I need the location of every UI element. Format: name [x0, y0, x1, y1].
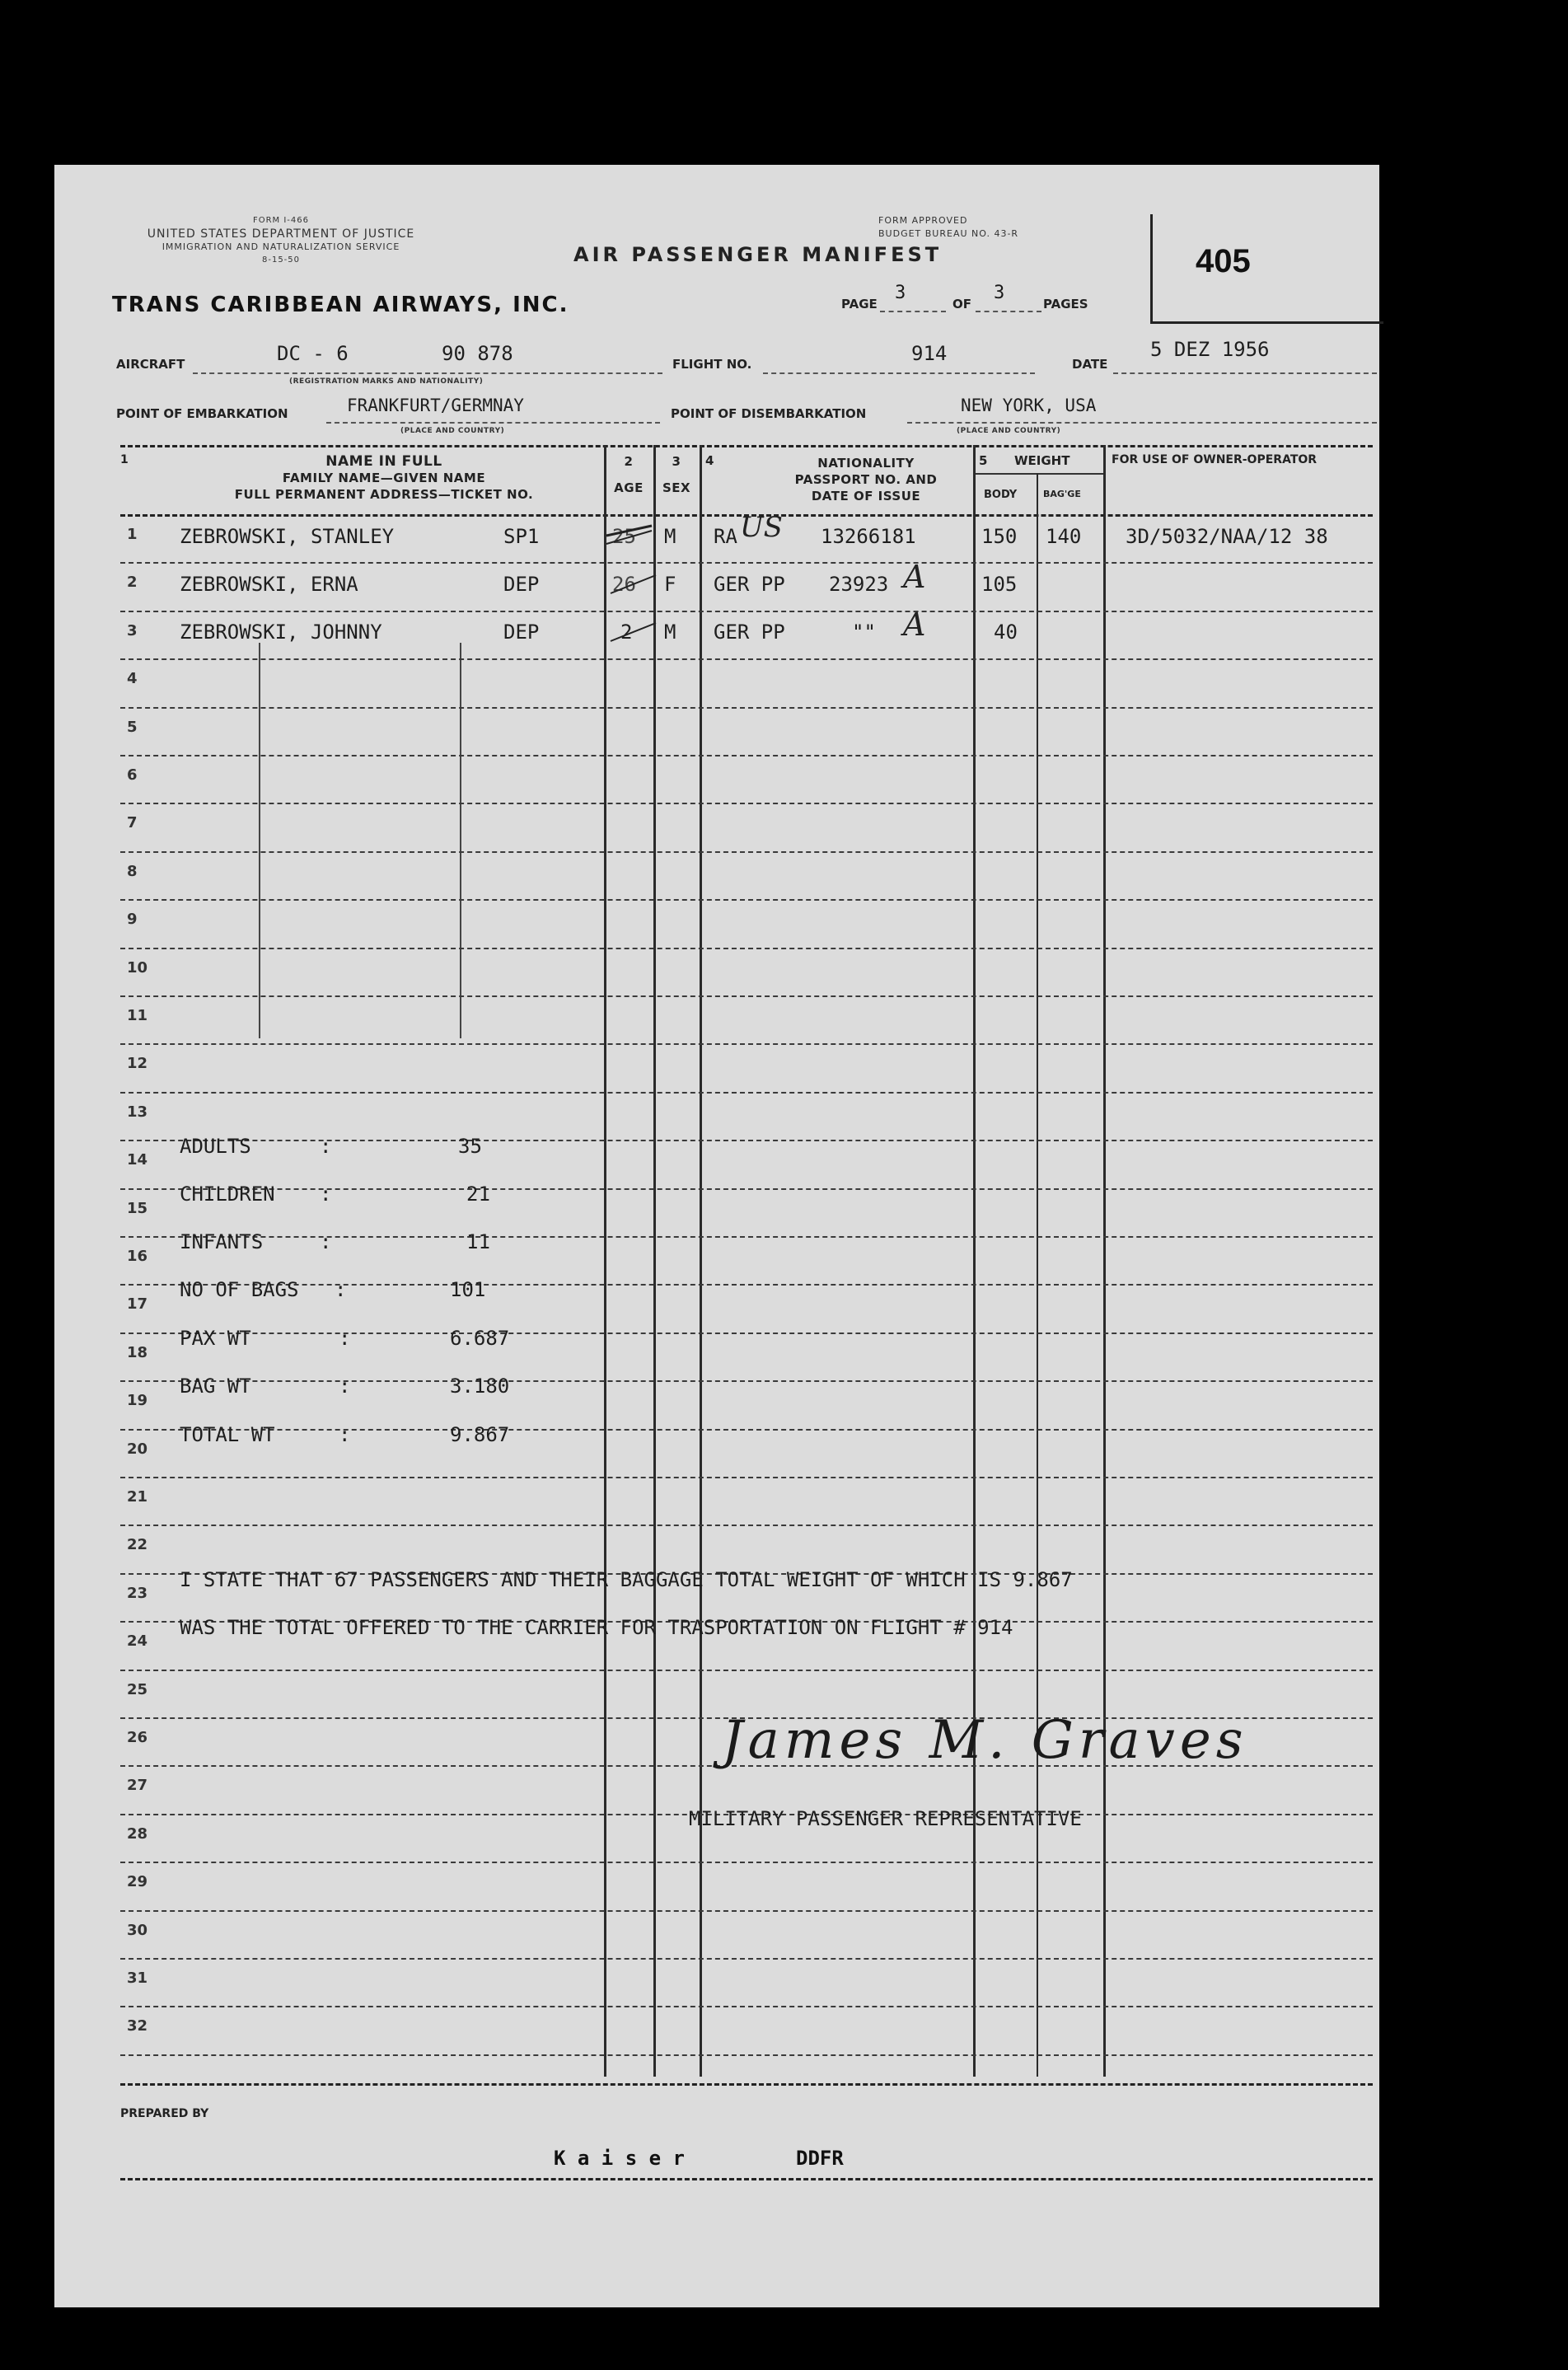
approval-block	[878, 214, 1018, 241]
pax1-passport: 13266181	[821, 525, 916, 548]
pax3-handwritten-mark: A	[903, 607, 926, 643]
place-caption-1: (PLACE AND COUNTRY)	[400, 427, 505, 435]
pax3-age: 2	[620, 621, 633, 644]
row-rule	[120, 1670, 1373, 1671]
of-number: 3	[994, 283, 1005, 303]
total-pax-wt-value: 6.687	[450, 1327, 510, 1350]
row-number: 26	[127, 1729, 148, 1746]
total-pax-wt-sep: :	[339, 1327, 351, 1350]
row-rule	[120, 1188, 1373, 1190]
flight-label: FLIGHT NO.	[672, 357, 752, 372]
pax1-nationality-handwritten: US	[740, 511, 783, 544]
total-children-sep: :	[320, 1183, 332, 1206]
department: UNITED STATES DEPARTMENT OF JUSTICE	[147, 227, 415, 241]
embarkation-line	[326, 422, 660, 424]
pax1-age: 25	[612, 525, 636, 548]
table-top-rule	[120, 445, 1373, 447]
budget-bureau: BUDGET BUREAU NO. 43-R	[878, 228, 1019, 239]
pax1-sex: M	[664, 525, 676, 548]
row-number: 22	[127, 1536, 148, 1554]
pax2-status: DEP	[503, 573, 540, 596]
col5-number: 5	[979, 453, 988, 468]
row-number: 9	[127, 911, 138, 929]
flight-line	[763, 372, 1035, 374]
col-rule-sex	[653, 445, 656, 2077]
manifest-sheet	[54, 165, 1379, 2307]
row-number: 23	[127, 1584, 148, 1602]
row-number: 28	[127, 1824, 148, 1843]
row-rule	[120, 1477, 1373, 1478]
col1-line1: NAME IN FULL	[325, 453, 442, 470]
row-number: 20	[127, 1440, 148, 1458]
row-number: 11	[127, 1007, 148, 1024]
date-label: DATE	[1072, 357, 1108, 372]
col4-line2: PASSPORT NO. AND	[794, 472, 938, 487]
prepared-by-label: PREPARED BY	[120, 2107, 209, 2120]
col3-label: SEX	[662, 480, 691, 495]
pax3-name: ZEBROWSKI, JOHNNY	[180, 621, 382, 644]
row-number: 17	[127, 1295, 148, 1314]
pax3-passport: ""	[852, 621, 876, 644]
total-infants-sep: :	[320, 1230, 332, 1253]
total-bags-sep: :	[335, 1278, 347, 1301]
total-bag-wt-sep: :	[339, 1375, 351, 1398]
stamp-number: 405	[1196, 243, 1251, 279]
flight-date: 5 DEZ 1956	[1150, 338, 1270, 361]
total-adults-value: 35	[458, 1135, 482, 1158]
pax1-name: ZEBROWSKI, STANLEY	[180, 525, 395, 548]
row-rule	[120, 1140, 1373, 1141]
age-strike-marks	[549, 519, 697, 651]
row-rule	[120, 995, 1373, 997]
row-number: 27	[127, 1777, 148, 1795]
total-wt-label: TOTAL WT	[180, 1423, 275, 1446]
total-adults-sep: :	[320, 1135, 332, 1158]
row-rule	[120, 755, 1373, 756]
pax1-bag-weight: 140	[1046, 525, 1082, 548]
row-rule	[120, 1333, 1373, 1334]
row-number: 21	[127, 1488, 148, 1506]
pax1-owner-use: 3D/5032/NAA/12 38	[1126, 525, 1328, 548]
row-number: 25	[127, 1680, 148, 1698]
manifest-title: AIR PASSENGER MANIFEST	[573, 243, 943, 266]
row-number: 5	[127, 718, 138, 736]
row-number: 4	[127, 670, 138, 688]
row-rule	[120, 707, 1373, 709]
row-number: 19	[127, 1392, 148, 1410]
col4-line1: NATIONALITY	[817, 456, 915, 471]
pages-label: PAGES	[1043, 297, 1088, 311]
total-bags-value: 101	[450, 1278, 486, 1301]
pax2-name: ZEBROWSKI, ERNA	[180, 573, 358, 596]
total-adults-label: ADULTS	[180, 1135, 251, 1158]
prepared-by-rule	[120, 2178, 1373, 2180]
total-bag-wt-label: BAG WT	[180, 1375, 251, 1398]
of-label: OF	[953, 297, 971, 311]
col6-label: FOR USE OF OWNER-OPERATOR	[1112, 453, 1318, 466]
aircraft-type: DC - 6	[277, 342, 349, 365]
representative-title: MILITARY PASSENGER REPRESENTATIVE	[689, 1807, 1082, 1830]
col1-number: 1	[120, 453, 129, 466]
total-bags-label: NO OF BAGS	[180, 1278, 299, 1301]
row-rule	[120, 1284, 1373, 1286]
row-rule	[120, 2054, 1373, 2056]
stamp-box	[1150, 214, 1383, 324]
row-number: 12	[127, 1055, 148, 1073]
total-pax-wt-label: PAX WT	[180, 1327, 251, 1350]
row-rule	[120, 1910, 1373, 1912]
col-rule-bag	[1037, 473, 1038, 2077]
pax2-sex: F	[664, 573, 676, 596]
total-wt-value: 9.867	[450, 1423, 510, 1446]
embarkation-label: POINT OF EMBARKATION	[116, 406, 288, 421]
col4-line3: DATE OF ISSUE	[811, 489, 921, 504]
col-rule-owner	[1103, 445, 1106, 2077]
row-number: 6	[127, 766, 138, 784]
row-number: 1	[127, 526, 138, 543]
total-infants-value: 11	[466, 1230, 490, 1253]
row-number: 32	[127, 2017, 148, 2035]
row-rule	[120, 1958, 1373, 1960]
row-number: 8	[127, 862, 138, 880]
row-number: 14	[127, 1151, 148, 1169]
row-number: 7	[127, 814, 138, 832]
row-rule	[120, 1862, 1373, 1863]
pax3-status: DEP	[503, 621, 540, 644]
col1-line3: FULL PERMANENT ADDRESS—TICKET NO.	[234, 487, 534, 502]
row-rule	[120, 1525, 1373, 1526]
row-number: 2	[127, 574, 138, 592]
place-caption-2: (PLACE AND COUNTRY)	[957, 427, 1061, 435]
row-rule	[120, 899, 1373, 901]
statement-line-2: WAS THE TOTAL OFFERED TO THE CARRIER FOR TRASPORTATION ON FLIGHT # 914	[180, 1616, 1013, 1639]
col3-number: 3	[672, 454, 681, 469]
row-rule	[120, 611, 1373, 612]
date-line	[1113, 372, 1377, 374]
disembarkation-line	[907, 422, 1377, 424]
statement-line-1: I STATE THAT 67 PASSENGERS AND THEIR BAGGAGE TOTAL WEIGHT OF WHICH IS 9.867	[180, 1568, 1073, 1591]
col-rule-age	[604, 445, 606, 2077]
total-bag-wt-value: 3.180	[450, 1375, 510, 1398]
table-bottom-rule	[120, 2083, 1373, 2086]
col5-label: WEIGHT	[1014, 453, 1070, 468]
row-rule	[120, 1043, 1373, 1045]
col2-header	[604, 453, 653, 496]
row-number: 29	[127, 1873, 148, 1891]
pax2-handwritten-mark: A	[903, 559, 926, 595]
col2-number: 2	[624, 454, 634, 469]
row-rule	[120, 2006, 1373, 2007]
form-date: 8-15-50	[261, 255, 301, 265]
page-line	[880, 311, 946, 312]
row-number: 18	[127, 1343, 148, 1361]
row-rule	[120, 1092, 1373, 1094]
row-number: 15	[127, 1199, 148, 1217]
airline-name: TRANS CARIBBEAN AIRWAYS, INC.	[112, 293, 569, 317]
row-rule	[120, 803, 1373, 804]
row-rule	[120, 1429, 1373, 1431]
row-rule	[120, 851, 1373, 853]
row-number: 3	[127, 621, 138, 639]
total-children-label: CHILDREN	[180, 1183, 275, 1206]
total-infants-label: INFANTS	[180, 1230, 264, 1253]
flight-number: 914	[911, 342, 948, 365]
col4-number: 4	[705, 453, 714, 468]
row-number: 13	[127, 1103, 148, 1121]
page-number: 3	[895, 283, 906, 303]
form-number: FORM I-466	[252, 216, 310, 225]
total-wt-sep: :	[339, 1423, 351, 1446]
pax2-nationality: GER PP	[714, 573, 785, 596]
pax2-age: 26	[612, 573, 636, 596]
pax2-body-weight: 105	[981, 573, 1018, 596]
col-rule-body	[973, 445, 976, 2077]
service: IMMIGRATION AND NATURALIZATION SERVICE	[161, 241, 400, 252]
total-children-value: 21	[466, 1183, 490, 1206]
col5a-label: BODY	[984, 489, 1018, 501]
aircraft-label: AIRCRAFT	[116, 357, 185, 372]
name-rule-right	[460, 643, 461, 1038]
prepared-by-org: DDFR	[796, 2147, 844, 2170]
aircraft-line	[193, 372, 662, 374]
row-number: 30	[127, 1921, 148, 1939]
row-rule	[120, 562, 1373, 564]
weight-divider	[975, 473, 1103, 475]
name-rule-left	[259, 643, 260, 1038]
row-rule	[120, 658, 1373, 660]
row-rule	[120, 1236, 1373, 1238]
pax1-status: SP1	[503, 525, 540, 548]
form-header-block	[104, 214, 458, 267]
col2-label: AGE	[614, 480, 644, 495]
row-rule	[120, 948, 1373, 949]
row-number: 31	[127, 1970, 148, 1987]
row-rule	[120, 1380, 1373, 1382]
col1-header	[178, 453, 590, 503]
representative-signature: James M. Graves	[722, 1710, 1248, 1771]
of-line	[976, 311, 1041, 312]
page-label: PAGE	[841, 297, 878, 311]
pax1-nationality: RA	[714, 525, 737, 548]
row-number: 10	[127, 958, 148, 977]
aircraft-registration: 90 878	[442, 342, 513, 365]
row-number: 16	[127, 1248, 148, 1265]
form-approved: FORM APPROVED	[878, 215, 968, 226]
col1-line2: FAMILY NAME—GIVEN NAME	[282, 471, 486, 485]
pax2-passport: 23923	[829, 573, 889, 596]
pax3-nationality: GER PP	[714, 621, 785, 644]
row-number: 24	[127, 1632, 148, 1651]
prepared-by-name: K a i s e r	[554, 2147, 685, 2170]
col5b-label: BAG'GE	[1043, 489, 1081, 499]
disembarkation-label: POINT OF DISEMBARKATION	[671, 406, 867, 421]
registration-caption: (REGISTRATION MARKS AND NATIONALITY)	[289, 377, 484, 386]
col-rule-nationality	[700, 445, 702, 2077]
col3-header	[653, 453, 700, 496]
disembarkation-point: NEW YORK, USA	[961, 396, 1097, 415]
pax3-sex: M	[664, 621, 676, 644]
embarkation-point: FRANKFURT/GERMNAY	[347, 396, 524, 415]
pax1-body-weight: 150	[981, 525, 1018, 548]
pax3-body-weight: 40	[994, 621, 1018, 644]
